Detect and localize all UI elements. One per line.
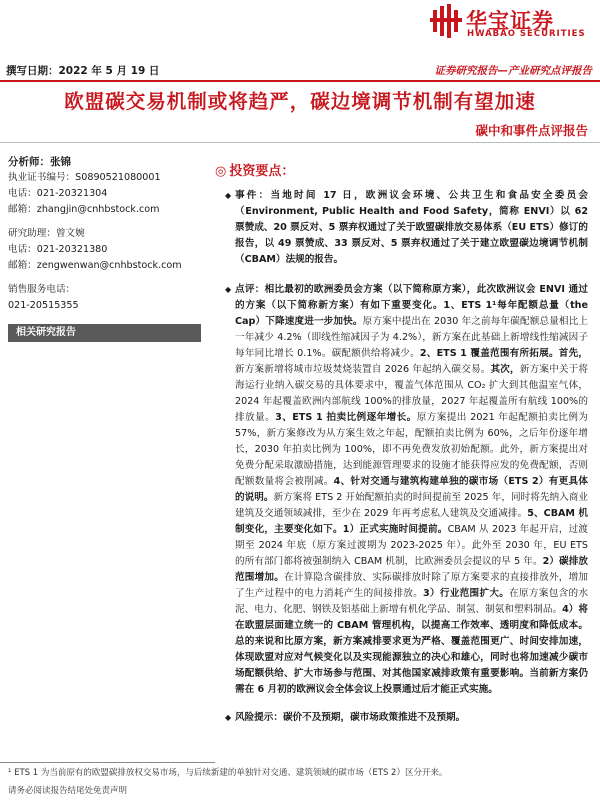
section-title: [215, 162, 588, 182]
hwabao-logo-icon: [430, 4, 462, 38]
risk-label: 风险提示：: [235, 712, 283, 723]
logo-name-en: HWABAO SECURITIES: [467, 29, 586, 39]
risk-text: 碳价不及预期，碳市场政策推进不及预期。: [282, 712, 466, 723]
assistant-phone: 电话：021-20321380: [8, 244, 108, 255]
assistant-email[interactable]: 邮箱：zengwenwan@cnhbstock.com: [8, 260, 182, 271]
title-divider: [0, 142, 600, 143]
meta-row: [6, 63, 592, 79]
sales-label: 销售服务电话：: [8, 284, 76, 295]
sales-phone: 021-20515355: [8, 300, 79, 311]
logo-name-cn: 华宝证券: [466, 9, 554, 33]
analyst-sidebar: [8, 154, 203, 342]
analyst-phone: 电话：021-20321304: [8, 188, 108, 199]
assistant-name: 研究助理：曾文婉: [8, 228, 85, 239]
report-date: 撰写日期：2022 年 5 月 19 日: [6, 65, 160, 77]
risk-paragraph: [215, 710, 588, 726]
footnote-divider: [0, 762, 215, 763]
event-paragraph: [215, 188, 588, 268]
company-logo: [430, 4, 595, 40]
comment-paragraph: ◆ 点评：相比最初的欧洲委员会方案（以下简称原方案），此次欧洲议会 ENVI 通过的方案（以下简称新方案）有如下重要变化。1、ETS 1¹每年配额总量（the Cap）下降速度进一步加快。原方案中提出在 2030 年之前每年碳配额总量相比上一年减少 4.2%（即线性缩减因子为 4.2%），新方案在此基础上新增线性缩减因子每年同比增长 0.1%。碳配额供给将减少。2、ETS 1 覆盖范围有所拓展。首先，新方案新增将城市垃圾焚烧装置自 2026 年起纳入碳交易。其次，新方案中关于将海运行业纳入碳交易的具体要求中，覆盖气体范围从 CO₂ 扩大到其他温室气体，2024 年起覆盖欧洲内部航线 100%的排放量，2027 年起覆盖所有航线 100%的排放量。3、ETS 1 拍卖比例逐年增长。原方案提出 2021 年起配额拍卖比例为 57%，新方案修改为从方案生效之年起，配额拍卖比例为 60%，之后年份逐年增长，2030 年拍卖比例为 100%，即不再免费发放初始配额。此外，新方案提出对免费分配采取激励措施，达到能源管理要求的设施才能获得应发的免费配额，否则配额数量将会被削减。4、针对交通与建筑构建单独的碳市场（ETS 2）有更具体的说明。新方案将 ETS 2 开始配额拍卖的时间提前至 2025 年，同时将先纳入商业建筑及交通领域减排，至少在 2029 年再考虑私人建筑及交通减排。5、CBAM 机制变化，主要变化如下。1）正式实施时间提前。CBAM 从 2023 年起开启，过渡期至 2024 年底（原方案过渡期为 2023-2025 年）。此外至 2030 年，EU ETS 的所有部门都将被强制纳入 CBAM 机制，比欧洲委员会提议的早 5 年。2）碳排放范围增加。在计算隐含碳排放、实际碳排放时除了原方案要求的直接排放外，增加了生产过程中的电力消耗产生的间接排放。3）行业范围扩大。在原方案包含的水泥、电力、化肥、钢铁及铝基础上新增有机化学品、制氢、制氨和塑料制品。4）将在欧盟层面建立统一的 CBAM 管理机构，以提高工作效率、透明度和降低成本。总的来说和比原方案，新方案减排要求更为严格、覆盖范围更广、时间安排加速，体现欧盟对应对气候变化以及实现能源独立的决心和雄心，同时也将加速减少碳市场配额供给、扩大市场参与范围、对其他国家减排政策有重要影响。当前新方案仍需在 6 月初的欧洲议会全体会议上投票通过后才能正式实施。: [225, 284, 589, 695]
bullet-icon: ◆: [225, 191, 232, 200]
target-icon: ◎: [215, 164, 227, 179]
bullet-icon: ◆: [225, 713, 232, 722]
bullet-icon: ◆: [225, 285, 232, 294]
disclaimer: 请务必阅读报告结尾处免责声明: [8, 786, 128, 796]
related-reports-bar[interactable]: 相关研究报告: [8, 324, 201, 342]
event-text: 当地时间 17 日，欧洲议会环境、公共卫生和食品安全委员会（Environment, Public Health and Food Safety，简称 ENVI）以 62 票赞成、20 票反对、5 票弃权通过了关于欧盟碳排放交易体系（EU ETS）修订的报告，以 49 票赞成、33 票反对、5 票弃权通过了关于建立欧盟碳边境调节机制（CBAM）法规的报告。: [235, 190, 588, 265]
main-content: [215, 162, 588, 726]
header-divider: [0, 80, 600, 82]
report-subtitle: 碳中和事件点评报告: [475, 123, 588, 138]
event-label: 事件：: [235, 190, 271, 201]
comment-label: 点评：: [235, 284, 265, 295]
report-title: 欧盟碳交易机制或将趋严，碳边境调节机制有望加速: [64, 90, 536, 113]
analyst-cert: 执业证书编号：S0890521080001: [8, 172, 161, 183]
report-type: 证券研究报告—产业研究点评报告: [434, 65, 592, 77]
analyst-email[interactable]: 邮箱：zhangjin@cnhbstock.com: [8, 204, 160, 215]
section-title-text: 投资要点：: [229, 164, 295, 179]
analyst-name: 分析师：张锦: [8, 156, 71, 168]
footnote: ¹ ETS 1 为当前原有的欧盟碳排放权交易市场，与后续新建的单独针对交通、建筑领域的碳市场（ETS 2）区分开来。: [8, 768, 448, 778]
